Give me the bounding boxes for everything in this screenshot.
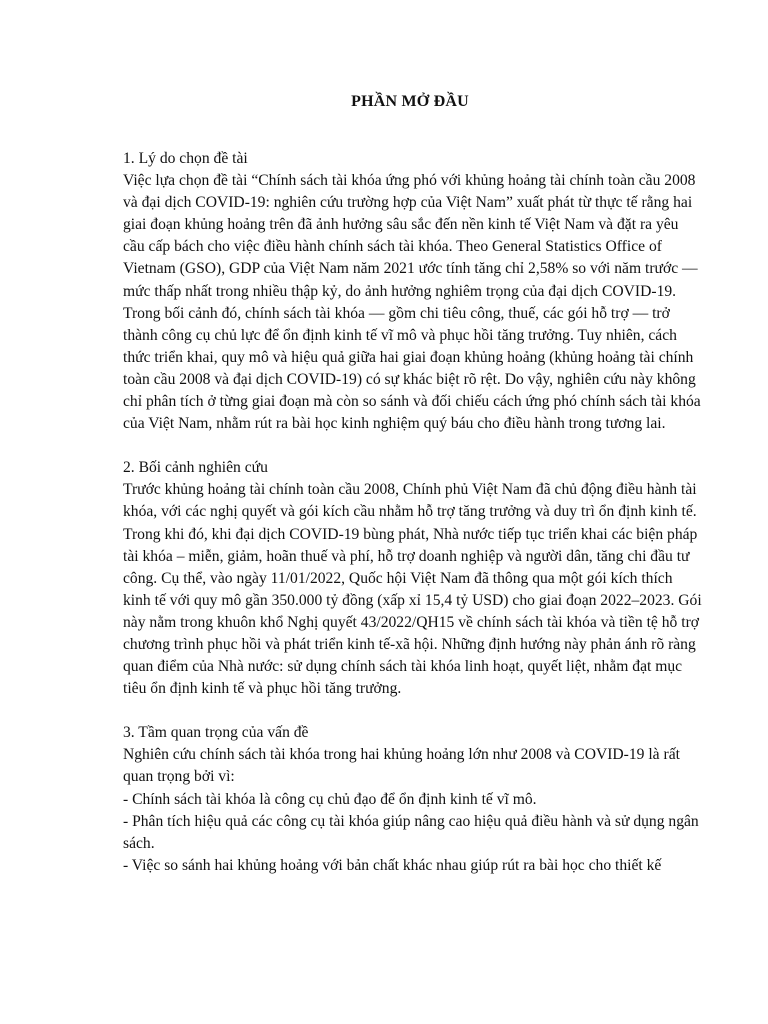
bullet-item: - Phân tích hiệu quả các công cụ tài khóa giúp nâng cao hiệu quả điều hành và sử dụng ngân sách.	[123, 812, 699, 852]
bullet-item: - Việc so sánh hai khủng hoảng với bản chất khác nhau giúp rút ra bài học cho thiết kế	[123, 856, 662, 874]
section-heading: 3. Tầm quan trọng của vấn đề	[123, 724, 309, 742]
section-heading: 2. Bối cảnh nghiên cứu	[123, 459, 268, 477]
section-context	[123, 457, 703, 700]
page-title: PHẦN MỞ ĐẦU	[351, 93, 469, 110]
section-paragraph: Việc lựa chọn đề tài “Chính sách tài khóa ứng phó với khủng hoảng tài chính toàn cầu 2008 và đại dịch COVID-19: nghiên cứu trường hợp của Việt Nam” xuất phát từ thực tế rằng hai giai đoạn khủng hoảng trên đã ảnh hưởng sâu sắc đến nền kinh tế Việt Nam và đặt ra yêu cầu cấp bách cho việc điều hành chính sách tài khóa. Theo General Statistics Office of Vietnam (GSO), GDP của Việt Nam năm 2021 ước tính tăng chỉ 2,58% so với năm trước — mức thấp nhất trong nhiều thập kỷ, do ảnh hưởng nghiêm trọng của đại dịch COVID-19. Trong bối cảnh đó, chính sách tài khóa — gồm chi tiêu công, thuế, các gói hỗ trợ — trở thành công cụ chủ lực để ổn định kinh tế vĩ mô và phục hồi tăng trưởng. Tuy nhiên, cách thức triển khai, quy mô và hiệu quả giữa hai giai đoạn khủng hoảng (khủng hoảng tài chính toàn cầu 2008 và đại dịch COVID-19) có sự khác biệt rõ rệt. Do vậy, nghiên cứu này không chỉ phân tích ở từng giai đoạn mà còn so sánh và đối chiếu cách ứng phó chính sách tài khóa của Việt Nam, nhằm rút ra bài học kinh nghiệm quý báu cho điều hành trong tương lai.	[123, 172, 701, 433]
section-reason	[123, 148, 703, 435]
section-paragraph: Trước khủng hoảng tài chính toàn cầu 2008, Chính phủ Việt Nam đã chủ động điều hành tài khóa, với các nghị quyết và gói kích cầu nhằm hỗ trợ tăng trưởng và duy trì ổn định kinh tế. Trong khi đó, khi đại dịch COVID-19 bùng phát, Nhà nước tiếp tục triển khai các biện pháp tài khóa – miễn, giảm, hoãn thuế và phí, hỗ trợ doanh nghiệp và người dân, tăng chi đầu tư công. Cụ thể, vào ngày 11/01/2022, Quốc hội Việt Nam đã thông qua một gói kích thích kinh tế với quy mô gần 350.000 tỷ đồng (xấp xỉ 15,4 tỷ USD) cho giai đoạn 2022–2023. Gói này nằm trong khuôn khổ Nghị quyết 43/2022/QH15 về chính sách tài khóa và tiền tệ hỗ trợ chương trình phục hồi và phát triển kinh tế-xã hội. Những định hướng này phản ánh rõ ràng quan điểm của Nhà nước: sử dụng chính sách tài khóa linh hoạt, quyết liệt, nhằm đạt mục tiêu ổn định kinh tế và phục hồi tăng trưởng.	[123, 481, 702, 698]
section-paragraph: Nghiên cứu chính sách tài khóa trong hai khủng hoảng lớn như 2008 và COVID-19 là rất quan trọng bởi vì:	[123, 746, 680, 786]
bullet-item: - Chính sách tài khóa là công cụ chủ đạo để ổn định kinh tế vĩ mô.	[123, 790, 537, 808]
section-heading: 1. Lý do chọn đề tài	[123, 150, 248, 167]
document-body	[123, 148, 703, 899]
section-importance	[123, 722, 703, 877]
